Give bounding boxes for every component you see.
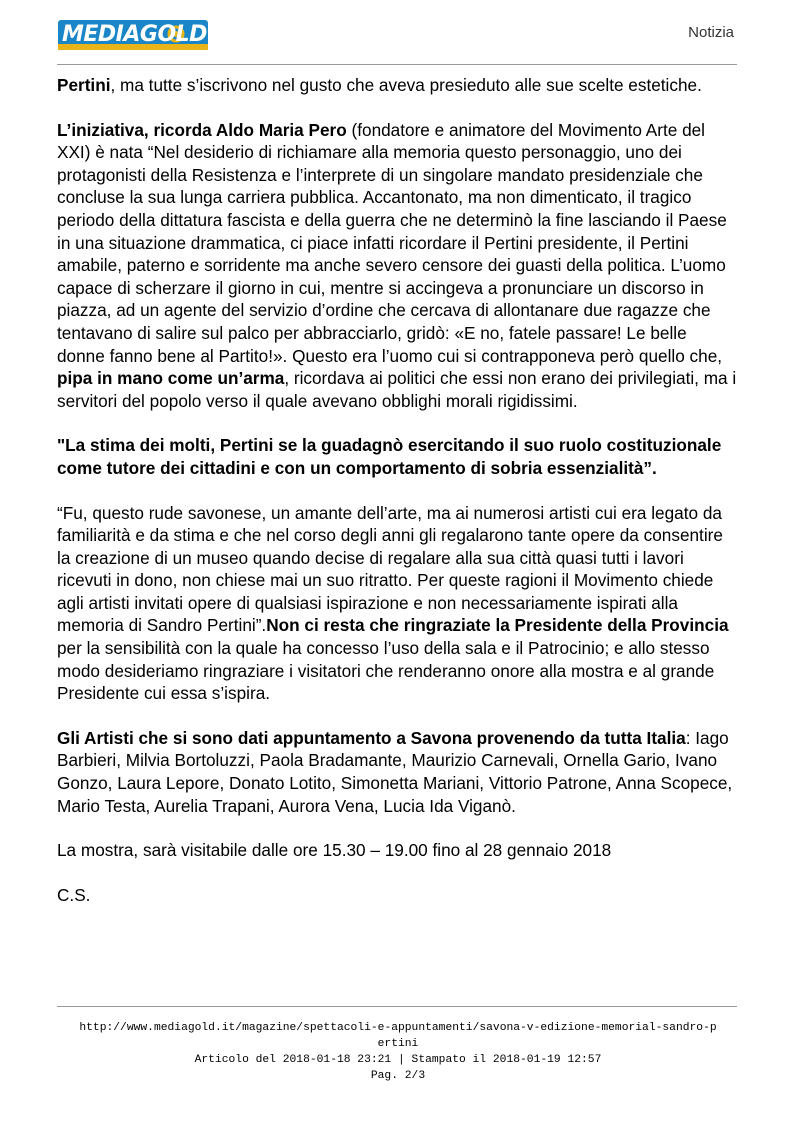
footer-divider <box>57 1006 737 1007</box>
bold-text: L’iniziativa, ricorda Aldo Maria Pero <box>57 119 347 140</box>
bold-text: pipa in mano come un’arma <box>57 368 285 389</box>
paragraph-text: per la sensibilità con la quale ha concesso l’uso della sala e il Patrocinio; e allo stesso modo desideriamo ringraziare i visitatori che renderanno onore alla mostra e al grande Presidente cui essa s’ispira. <box>57 638 715 704</box>
bold-quote: "La stima dei molti, Pertini se la guadagnò esercitando il suo ruolo costituzionale come tutore dei cittadini e con un comportamento di sobria essenzialità”. <box>57 435 722 478</box>
paragraph-2 <box>57 119 739 413</box>
header-divider <box>57 64 737 65</box>
artist-list: : Iago Barbieri, Milvia Bortoluzzi, Paola Bradamante, Maurizio Carnevali, Ornella Gario, Ivano Gonzo, Laura Lepore, Donato Lotito, Simonetta Mariani, Vittorio Patrone, Anna Scopece, Mario Testa, Aurelia Trapani, Aurora Vena, Lucia Ida Viganò. <box>57 727 733 816</box>
article-dates: Articolo del 2018-01-18 23:21 | Stampato il 2018-01-19 12:57 <box>194 1054 602 1066</box>
paragraph-6-schedule: La mostra, sarà visitabile dalle ore 15.30 – 19.00 fino al 28 gennaio 2018 <box>57 840 612 861</box>
paragraph-4 <box>57 502 739 705</box>
page-number: Pag. 2/3 <box>370 1070 426 1082</box>
paragraph-text: , ricordava ai politici che essi non erano dei privilegiati, ma i servitori del popolo verso il quale avevano obblighi morali rigidissimi. <box>57 368 737 411</box>
paragraph-3-quote <box>57 434 739 479</box>
article-body <box>57 74 739 928</box>
bold-text: Non ci resta che ringraziate la Presidente della Provincia <box>266 615 729 636</box>
print-footer <box>57 1020 739 1084</box>
bold-text: Gli Artisti che si sono dati appuntamento a Savona provenendo da tutta Italia <box>57 727 686 748</box>
paragraph-text: , ma tutte s’iscrivono nel gusto che aveva presieduto alle sue scelte estetiche. <box>110 75 702 95</box>
bold-text: Pertini <box>57 75 111 95</box>
paragraph-text: (fondatore e animatore del Movimento Arte del XXI) è nata “Nel desiderio di richiamare alla memoria questo personaggio, uno dei protagonisti della Resistenza e l’interprete di un singolare mandato presidenziale che concluse la sua lunga carriera pubblica. Accantonato, ma non dimenticato, il tragico periodo della dittatura fascista e della guerra che ne determinò la fine lasciando il Paese in una situazione drammatica, ci piace infatti ricordare il Pertini presidente, il Pertini amabile, paterno e sorridente ma anche severo censore dei guasti della politica. L’uomo capace di scherzare il giorno in cui, mentre si accingeva a pronunciare un discorso in piazza, ad un agente del servizio d’ordine che cercava di allontanare due ragazze che tentavano di salire sul palco per abbracciarlo, gridò: «E no, fatele passare! Le belle donne fanno bene al Partito!». Questo era l’uomo cui si contrapponeva però quello che, <box>57 119 727 366</box>
logo-wordmark: MEDIAGOLD <box>62 22 207 47</box>
document-type-label: Notizia <box>688 24 734 41</box>
paragraph-1 <box>57 74 739 97</box>
mediagold-logo[interactable] <box>58 20 208 50</box>
paragraph-7-signature: C.S. <box>57 884 91 905</box>
source-url-line-2[interactable]: ertini <box>377 1038 419 1050</box>
source-url-line-1[interactable]: http://www.mediagold.it/magazine/spettacoli-e-appuntamenti/savona-v-edizione-memorial-sandro-p <box>79 1022 717 1034</box>
paragraph-text: “Fu, questo rude savonese, un amante dell’arte, ma ai numerosi artisti cui era legato da familiarità e da stima e che nel corso degli anni gli regalarono tante opere da consentire la creazione di un museo quando decise di regalare alla sua città quasi tutti i lavori ricevuti in dono, non chiese mai un suo ritratto. Per queste ragioni il Movimento chiede agli artisti invitati opere di qualsiasi ispirazione e non necessariamente ispirati alla memoria di Sandro Pertini”. <box>57 502 723 636</box>
paragraph-5-artists <box>57 727 739 817</box>
